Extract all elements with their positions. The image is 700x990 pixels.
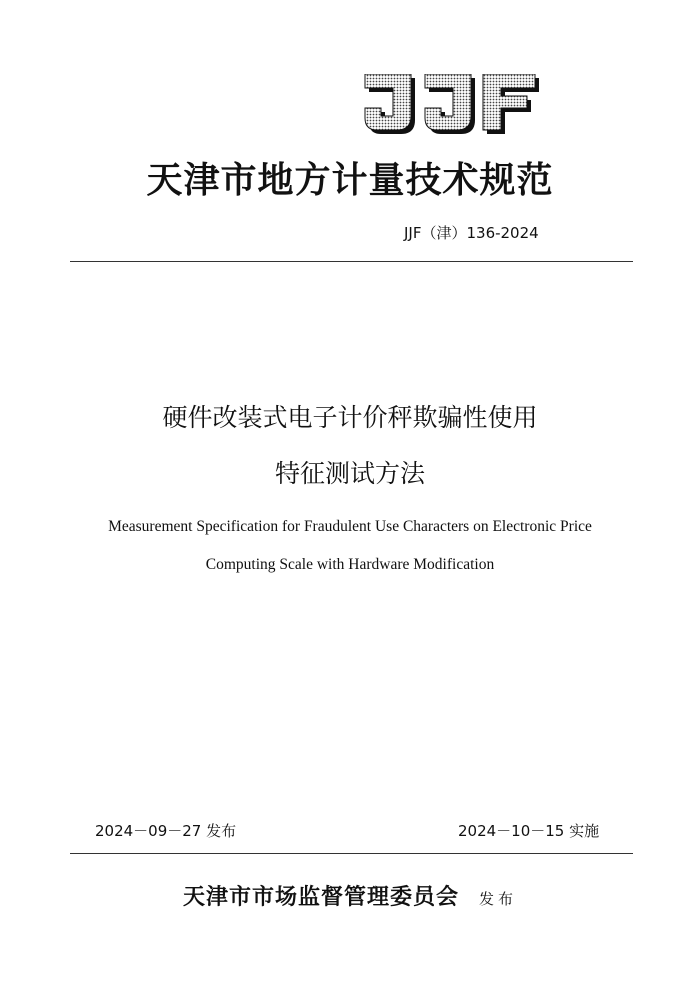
implement-date: 2024－10－15 实施 [458,822,600,840]
title-chinese-line-2: 特征测试方法 [274,459,425,488]
publish-date: 2024－09－27 发布 [95,822,237,840]
title-english-line-1: Measurement Specification for Fraudulent Use Characters on Electronic Price [108,518,592,535]
title-chinese-line-1: 硬件改装式电子计价秤欺骗性使用 [162,403,538,432]
jjf-logo [363,74,543,138]
publisher-name: 天津市市场监督管理委员会 [182,884,459,910]
bottom-divider [70,853,633,854]
title-english-line-2: Computing Scale with Hardware Modification [205,556,495,573]
publisher-action: 发布 [479,890,518,908]
issuer-title: 天津市地方计量技术规范 [146,159,554,201]
top-divider [70,261,633,262]
document-number: JJF（津）136-2024 [404,224,539,242]
publisher-row [0,880,700,911]
